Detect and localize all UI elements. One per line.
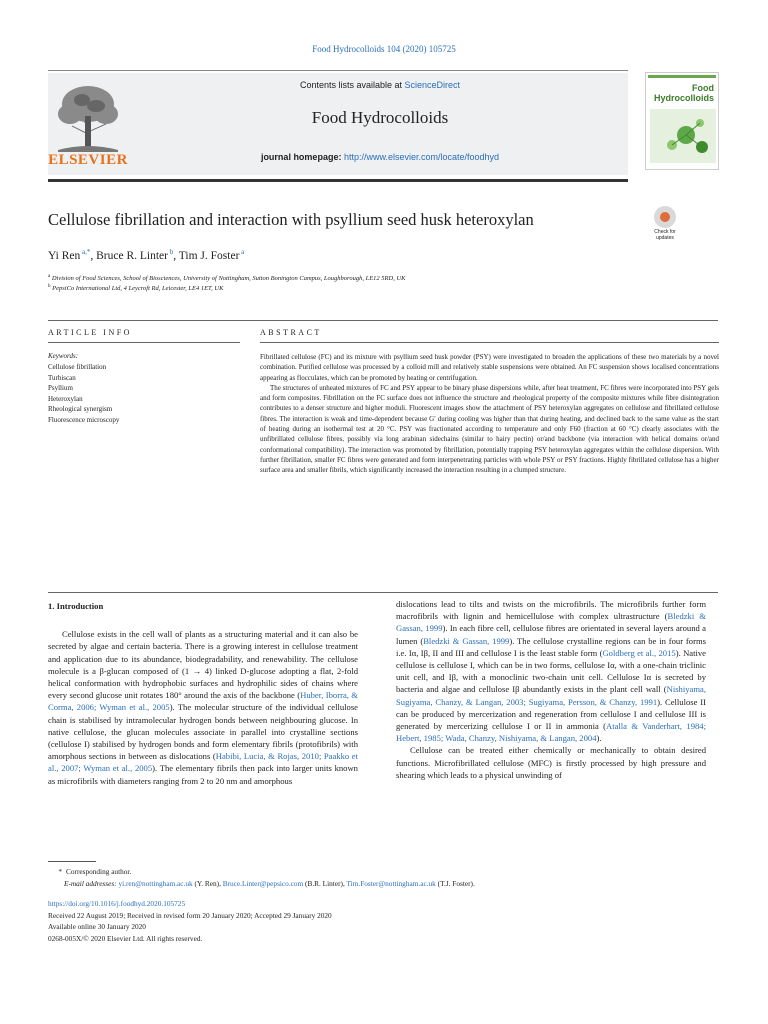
contents-prefix: Contents lists available at bbox=[299, 80, 405, 90]
cover-stripe bbox=[648, 75, 716, 78]
keyword: Rheological synergism bbox=[48, 405, 113, 413]
author-name[interactable]: Bruce R. Linter bbox=[96, 249, 168, 262]
email-label: E-mail addresses: bbox=[64, 879, 117, 888]
cover-title bbox=[654, 83, 714, 103]
body-paragraph: dislocations lead to tilts and twists on the microfibrils. The microfibrils further form macrofibrils with lignin and hemicellulose with complex ultrastructure (Bledzki & Gassan, 1999). In each fibre cell, cellulose fibres are orientated in several layers around a lumen (Bledzki & Gassan, 1999). The cellulose crystalline regions can be in four forms i.e. Iα, Iβ, II and III and cellulose I is the least stable form (Goldberg et al., 2015). Native cellulose is cellulose I, which can be in two forms, cellulose Iα, with a one-chain triclinic unit cell, and Iβ, with a monoclinic two-chain unit cell. Cellulose Iα is secreted by bacteria and algae and cellulose Iβ abundantly exists in the plant cell wall (Nishiyama, Sugiyama, Chanzy, & Langan, 2003; Sugiyama, Persson, & Chanzy, 1991). Cellulose II can be produced by mercerization and regeneration from cellulose I and cellulose III is generated by mercerizing cellulose I or II in ammonia (Atalla & Vanderhart, 1984; Hebert, 1985; Wada, Chanzy, Nishiyama, & Langan, 2004). bbox=[396, 599, 706, 744]
journal-cover-thumbnail[interactable] bbox=[645, 72, 719, 170]
sciencedirect-link[interactable]: ScienceDirect bbox=[404, 80, 461, 90]
affiliation bbox=[48, 284, 223, 292]
keyword: Heteroxylan bbox=[48, 394, 83, 403]
citation-link[interactable]: Bledzki & Gassan, 1999 bbox=[423, 635, 510, 646]
divider bbox=[260, 342, 719, 343]
corresponding-author-note bbox=[48, 866, 718, 878]
homepage-link[interactable]: http://www.elsevier.com/locate/foodhyd bbox=[343, 152, 500, 162]
article-info-heading: ARTICLE INFO bbox=[48, 328, 132, 337]
abstract-heading: ABSTRACT bbox=[260, 328, 322, 337]
footnote-divider bbox=[48, 861, 96, 862]
affiliation-text: Division of Food Sciences, School of Biosciences, University of Nottingham, Sutton Bonington Campus, Loughborough, LE12 5RD, UK bbox=[51, 275, 406, 283]
email-link[interactable]: Bruce.Linter@pepsico.com bbox=[222, 879, 304, 888]
abstract-paragraph: The structures of unheated mixtures of FC and PSY appear to be binary phase dispersions while, after heat treatment, FC fibres were incorporated into PSY gels and form composites. Fibrillation on the FC surface does not influence the structure and rheological property of the composite mixtures while fibre disintegration contributes to a denser structure and higher moduli. Fluorescent images show the attachment of PSY heteroxylan aggregates on cellulose and fibrillated cellulose fibres. The interaction is weak and time-dependent because G′ during cooling was higher than that during heating, and declined back to the same value as the start of heating during an isothermal test at 20 °C. PSY was fractionated according to temperature and only F60 (fraction at 60 °C) clearly associates with the unfibrillated cellulose fibres, possibly via long arabinan sidechains (similar to hairy pectin) or/and backbone (via interaction with helical domains or/and conformational compatibility). The interaction was promoted by fibrillation, potentially trapping PSY heteroxylan aggregates within the cellulose dispersion. With further fibrillation, smaller FC fibres were generated and form interpenetrating particles with whole PSY or PSY fractions. Highly fibrillated cellulose has a higher surface area and smaller fibrils, which significantly increased the interaction resulting in a clumped structure. bbox=[260, 383, 719, 475]
body-paragraph: Cellulose exists in the cell wall of plants as a structuring material and it can also be secreted by algae and certain bacteria. There is a growing interest in cellulose treatment and application due to its abundance, biodegradability, and renewability. The cellulose molecule is a β-glucan composed of (1 → 4) linked D-glucose adopting a flat, 2-fold helical conformation with hydrophobic surfaces and hydrophilic sides of chains where every second glucose unit rotates 180° around the axis of the backbone (Huber, Iborra, & Corma, 2006; Wyman et al., 2005). The molecular structure of the individual cellulose chain is stabilised by intramolecular hydrogen bonds between neighbouring glucose. In native cellulose, the glucan molecules associate in parallel into crystalline sections (cellulose I) stabilised by hydrogen bonds and form elementary fibrils (protofibrils) with amorphous sections in between as dislocations (Habibi, Lucia, & Rojas, 2010; Paakko et al., 2007; Wyman et al., 2005). The elementary fibrils then pack into larger units known as microfibrils with diameters ranging from 2 to 20 nm and amorphous bbox=[48, 629, 358, 786]
citation-link[interactable]: Atalla & Vanderhart, 1984; Hebert, 1985; Wada, Chanzy, Nishiyama, & Langan, 2004 bbox=[396, 721, 706, 744]
keyword: Psyllium bbox=[48, 384, 73, 392]
citation-link[interactable]: Huber, Iborra, & Corma, 2006; Wyman et al., 2005 bbox=[48, 690, 358, 713]
footnote-mark: * bbox=[58, 867, 62, 876]
affiliation-mark: b bbox=[48, 284, 51, 289]
author-name[interactable]: Yi Ren bbox=[48, 249, 81, 262]
check-updates-icon bbox=[654, 206, 676, 228]
divider bbox=[48, 592, 718, 593]
author-list: Yi Ren $^{a,*}$, Bruce R. Linter $^b$, Tim J. Foster $^a$ bbox=[48, 248, 245, 262]
citation-link[interactable]: Nishiyama, Sugiyama, Chanzy, & Langan, 2003; Sugiyama, Persson, & Chanzy, 1991 bbox=[396, 684, 706, 707]
article-title: Cellulose fibrillation and interaction with psyllium seed husk heteroxylan bbox=[48, 210, 534, 229]
affiliation-mark: a bbox=[48, 274, 51, 279]
copyright-line: 0268-005X/© 2020 Elsevier Ltd. All rights reserved. bbox=[48, 933, 203, 943]
cover-molecule-graphic bbox=[650, 109, 716, 163]
keyword: Fluorescence microscopy bbox=[48, 415, 120, 424]
author-affiliation-mark[interactable]: a bbox=[241, 248, 245, 256]
doi-link[interactable]: https://doi.org/10.1016/j.foodhyd.2020.105725 bbox=[48, 899, 186, 908]
section-heading: 1. Introduction bbox=[48, 601, 104, 611]
citation-link[interactable]: Bledzki & Gassan, 1999 bbox=[396, 611, 706, 634]
author-name[interactable]: Tim J. Foster bbox=[178, 249, 240, 262]
keywords-label: Keywords: bbox=[48, 352, 79, 360]
homepage-label: journal homepage: bbox=[260, 152, 344, 162]
journal-title: Food Hydrocolloids bbox=[311, 108, 449, 127]
keyword: Turbiscan bbox=[48, 373, 76, 382]
divider bbox=[48, 320, 718, 321]
footnotes bbox=[48, 866, 718, 890]
affiliation-text: PepsiCo International Ltd, 4 Leycroft Rd, Leicester, LE4 1ET, UK bbox=[52, 285, 224, 293]
check-updates-label: Check for updates bbox=[654, 229, 676, 241]
elsevier-wordmark[interactable]: ELSEVIER bbox=[48, 152, 128, 168]
abstract-paragraph: Fibrillated cellulose (FC) and its mixture with psyllium seed husk powder (PSY) were investigated to broaden the applications of these two materials by a novel combination. Purified cellulose was processed by a colloid mill and relatively stable suspensions were obtained. An FC suspension shows localised concentrations appearing as flocculates, which can be promoted by heating or centrifugation. bbox=[260, 353, 719, 382]
body-paragraph: Cellulose can be treated either chemically or mechanically to obtain desired functions. Microfibrillated cellulose (MFC) is firstly processed by high pressure and shearing which leads to a physical unwinding of bbox=[396, 745, 706, 780]
cover-title-line2: Hydrocolloids bbox=[653, 93, 714, 103]
affiliation bbox=[48, 274, 405, 282]
email-link[interactable]: yi.ren@nottingham.ac.uk bbox=[118, 879, 193, 888]
publication-details bbox=[48, 898, 332, 944]
citation-link[interactable]: Habibi, Lucia, & Rojas, 2010; Paakko et al., 2007; Wyman et al., 2005 bbox=[48, 751, 358, 774]
body-column-left bbox=[48, 598, 358, 787]
contents-line bbox=[140, 80, 620, 90]
journal-reference-link[interactable]: Food Hydrocolloids 104 (2020) 105725 bbox=[312, 44, 456, 54]
check-for-updates-button[interactable] bbox=[650, 206, 680, 240]
author-affiliation-mark[interactable]: b bbox=[169, 248, 174, 256]
corresponding-author-text: Corresponding author. bbox=[66, 867, 132, 876]
keyword: Cellulose fibrillation bbox=[48, 363, 107, 371]
journal-homepage-line bbox=[140, 152, 620, 162]
body-column-right bbox=[396, 598, 706, 781]
citation-link[interactable]: Goldberg et al., 2015 bbox=[602, 647, 676, 658]
abstract-body bbox=[260, 352, 719, 476]
cover-artwork bbox=[650, 109, 716, 163]
received-dates: Received 22 August 2019; Received in revised form 20 January 2020; Accepted 29 January 2020 bbox=[48, 910, 332, 920]
author-affiliation-mark[interactable]: a,* bbox=[82, 248, 91, 256]
keywords-list bbox=[48, 362, 119, 425]
email-link[interactable]: Tim.Foster@nottingham.ac.uk bbox=[346, 879, 436, 888]
email-line: E-mail addresses: yi.ren@nottingham.ac.uk (Y. Ren), Bruce.Linter@pepsico.com (B.R. Linter), Tim.Foster@nottingham.ac.uk (T.J. Foster). bbox=[64, 879, 475, 888]
available-online: Available online 30 January 2020 bbox=[48, 922, 146, 931]
cover-title-line1: Food bbox=[692, 83, 714, 93]
divider bbox=[48, 342, 240, 343]
